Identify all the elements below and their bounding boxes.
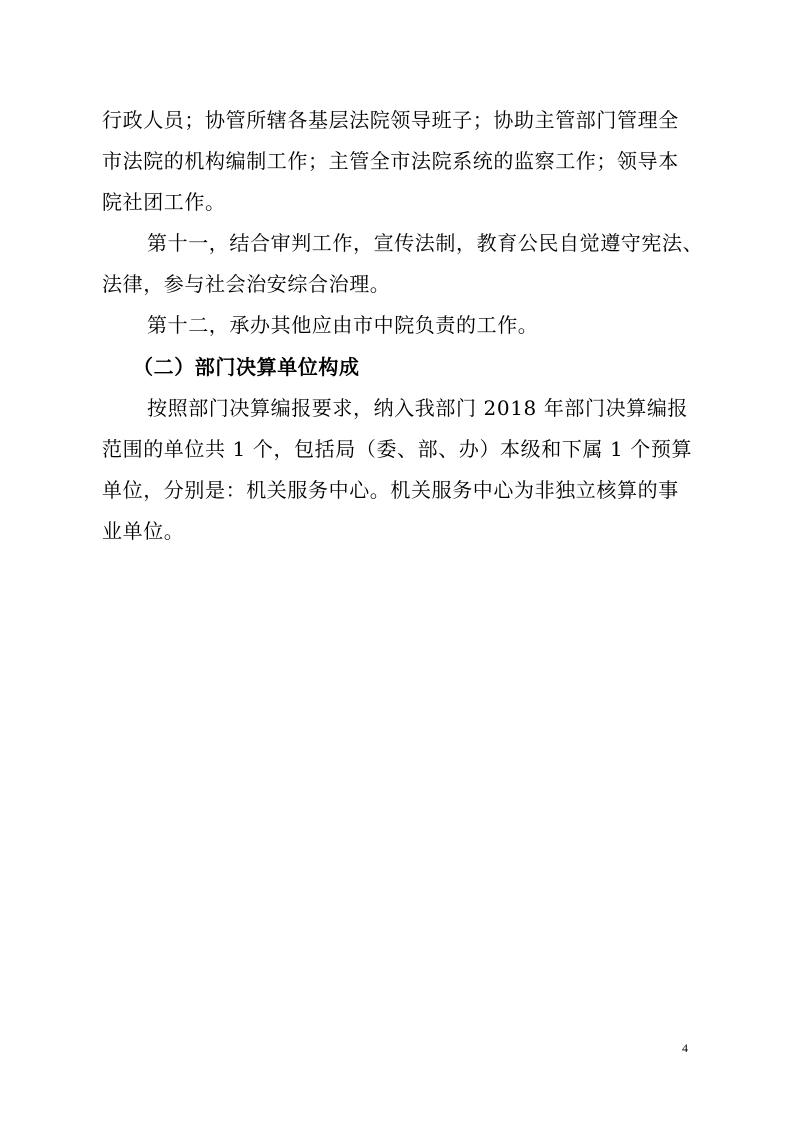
paragraph-4-line-1: 按照部门决算编报要求，纳入我部门 2018 年部门决算编报 — [147, 396, 689, 420]
page-number: 4 — [682, 1041, 688, 1055]
paragraph-2-line-2: 法律，参与社会治安综合治理。 — [102, 272, 391, 296]
paragraph-1-line-2: 市法院的机构编制工作；主管全市法院系统的监察工作；领导本 — [102, 149, 679, 173]
paragraph-4-line-4: 业单位。 — [102, 519, 185, 543]
paragraph-1-line-1: 行政人员；协管所辖各基层法院领导班子；协助主管部门管理全 — [102, 108, 679, 132]
paragraph-4-line-2: 范围的单位共 1 个，包括局（委、部、办）本级和下属 1 个预算 — [102, 437, 693, 461]
paragraph-3-line-1: 第十二，承办其他应由市中院负责的工作。 — [147, 313, 539, 337]
paragraph-4-line-3: 单位，分别是：机关服务中心。机关服务中心为非独立核算的事 — [102, 478, 679, 502]
paragraph-1-line-3: 院社团工作。 — [102, 190, 226, 214]
section-heading: （二）部门决算单位构成 — [133, 355, 360, 379]
paragraph-2-line-1: 第十一，结合审判工作，宣传法制，教育公民自觉遵守宪法、 — [147, 231, 704, 255]
